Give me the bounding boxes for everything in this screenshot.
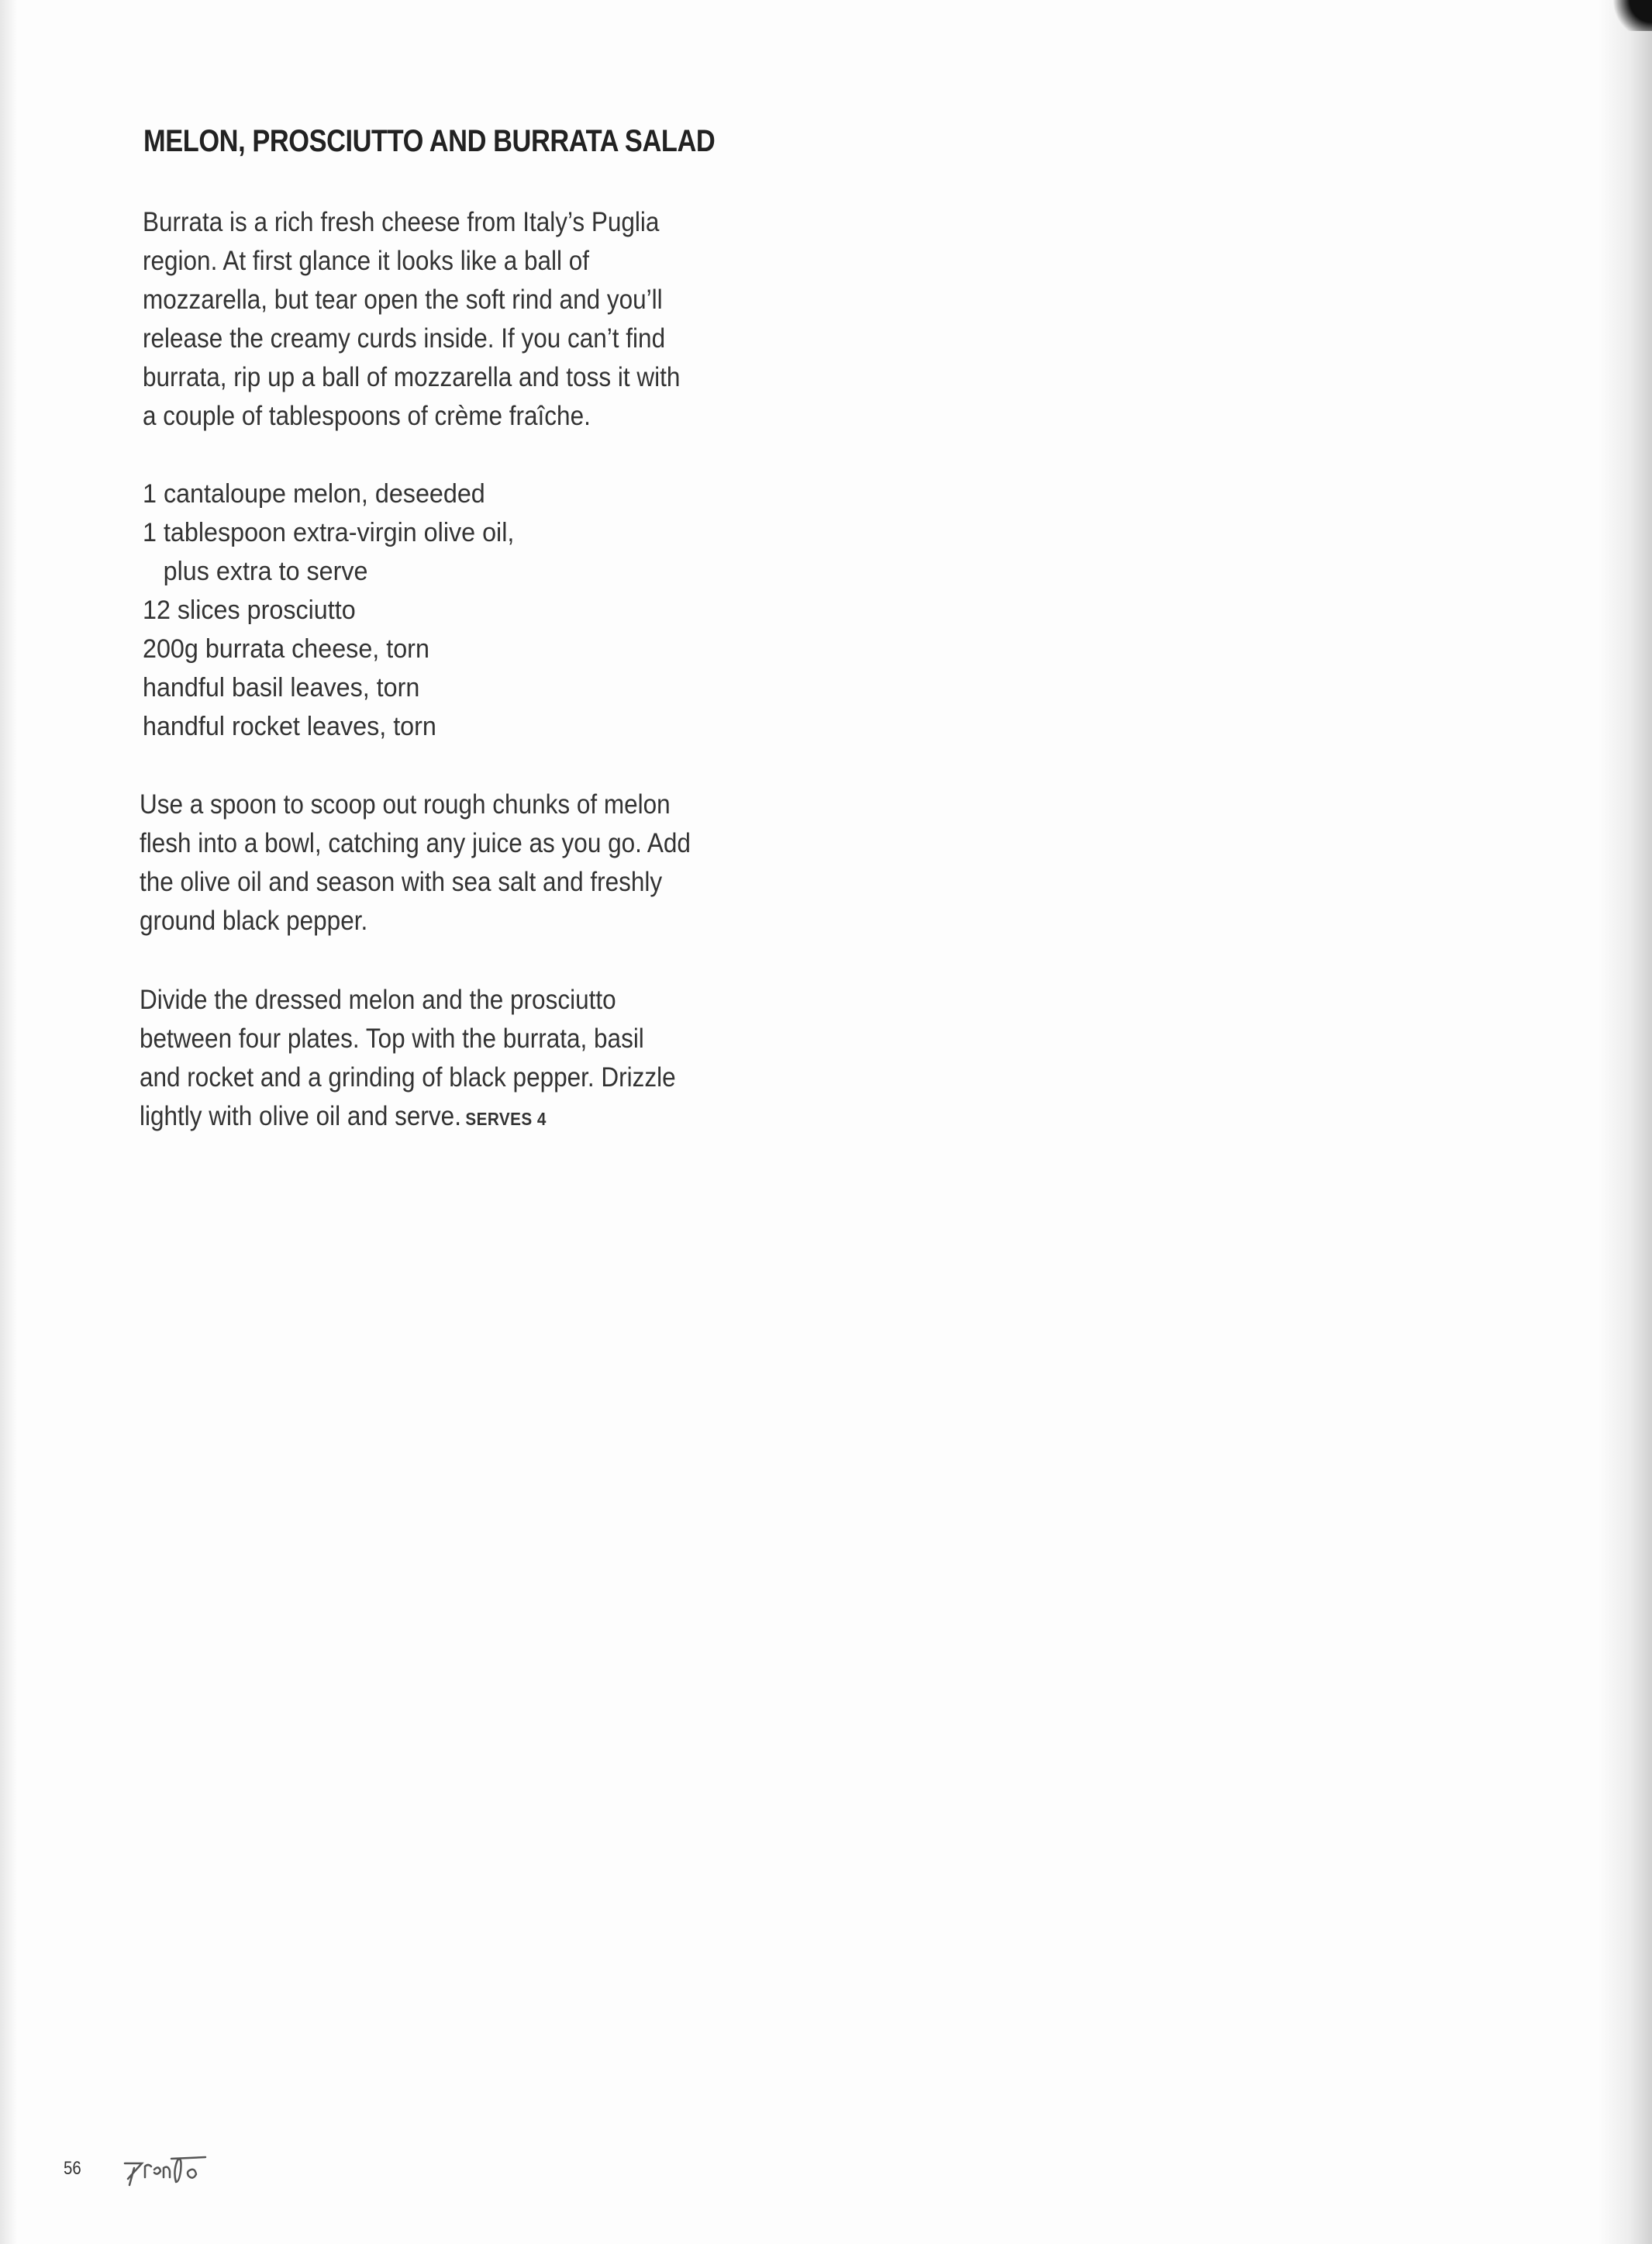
ingredient-item-continued: plus extra to serve [163, 557, 368, 586]
ingredient-item: 1 tablespoon extra-virgin olive oil, [143, 518, 515, 547]
intro-line: mozzarella, but tear open the soft rind and you’ll [143, 285, 663, 315]
page-corner [1605, 0, 1652, 31]
method-line: ground black pepper. [140, 906, 368, 936]
ingredient-item: handful rocket leaves, torn [143, 712, 436, 741]
intro-line: region. At first glance it looks like a ball of [143, 246, 590, 276]
method-line: lightly with olive oil and serve. [140, 1101, 461, 1131]
page-gutter-shadow [1598, 0, 1652, 2244]
method-line: the olive oil and season with sea salt and freshly [140, 867, 663, 897]
intro-line: a couple of tablespoons of crème fraîche. [143, 401, 591, 431]
intro-line: release the creamy curds inside. If you can’t find [143, 323, 666, 354]
method-line: between four plates. Top with the burrata, basil [140, 1024, 644, 1054]
ingredient-item: 12 slices prosciutto [143, 596, 356, 625]
intro-line: Burrata is a rich fresh cheese from Italy’s Puglia [143, 207, 660, 237]
method-step-1 [140, 785, 752, 941]
method-line: and rocket and a grinding of black pepper. Drizzle [140, 1062, 676, 1093]
intro-line: burrata, rip up a ball of mozzarella and toss it with [143, 362, 681, 392]
page-edge-shadow [0, 0, 17, 2244]
serves-label: SERVES 4 [465, 1109, 547, 1129]
ingredients-list [143, 475, 534, 746]
method-step-2 [140, 981, 736, 1138]
ingredient-item: 1 cantaloupe melon, deseeded [143, 479, 485, 509]
ingredient-item: 200g burrata cheese, torn [143, 634, 429, 664]
page-number: 56 [64, 2158, 81, 2179]
method-line: flesh into a bowl, catching any juice as you go. Add [140, 828, 691, 858]
ingredient-item: handful basil leaves, torn [143, 673, 420, 703]
method-line: Use a spoon to scoop out rough chunks of melon [140, 789, 671, 820]
pronto-logo [120, 2148, 213, 2194]
method-line: Divide the dressed melon and the prosciutto [140, 985, 616, 1015]
recipe-intro [143, 203, 740, 436]
recipe-title: MELON, PROSCIUTTO AND BURRATA SALAD [143, 124, 716, 158]
